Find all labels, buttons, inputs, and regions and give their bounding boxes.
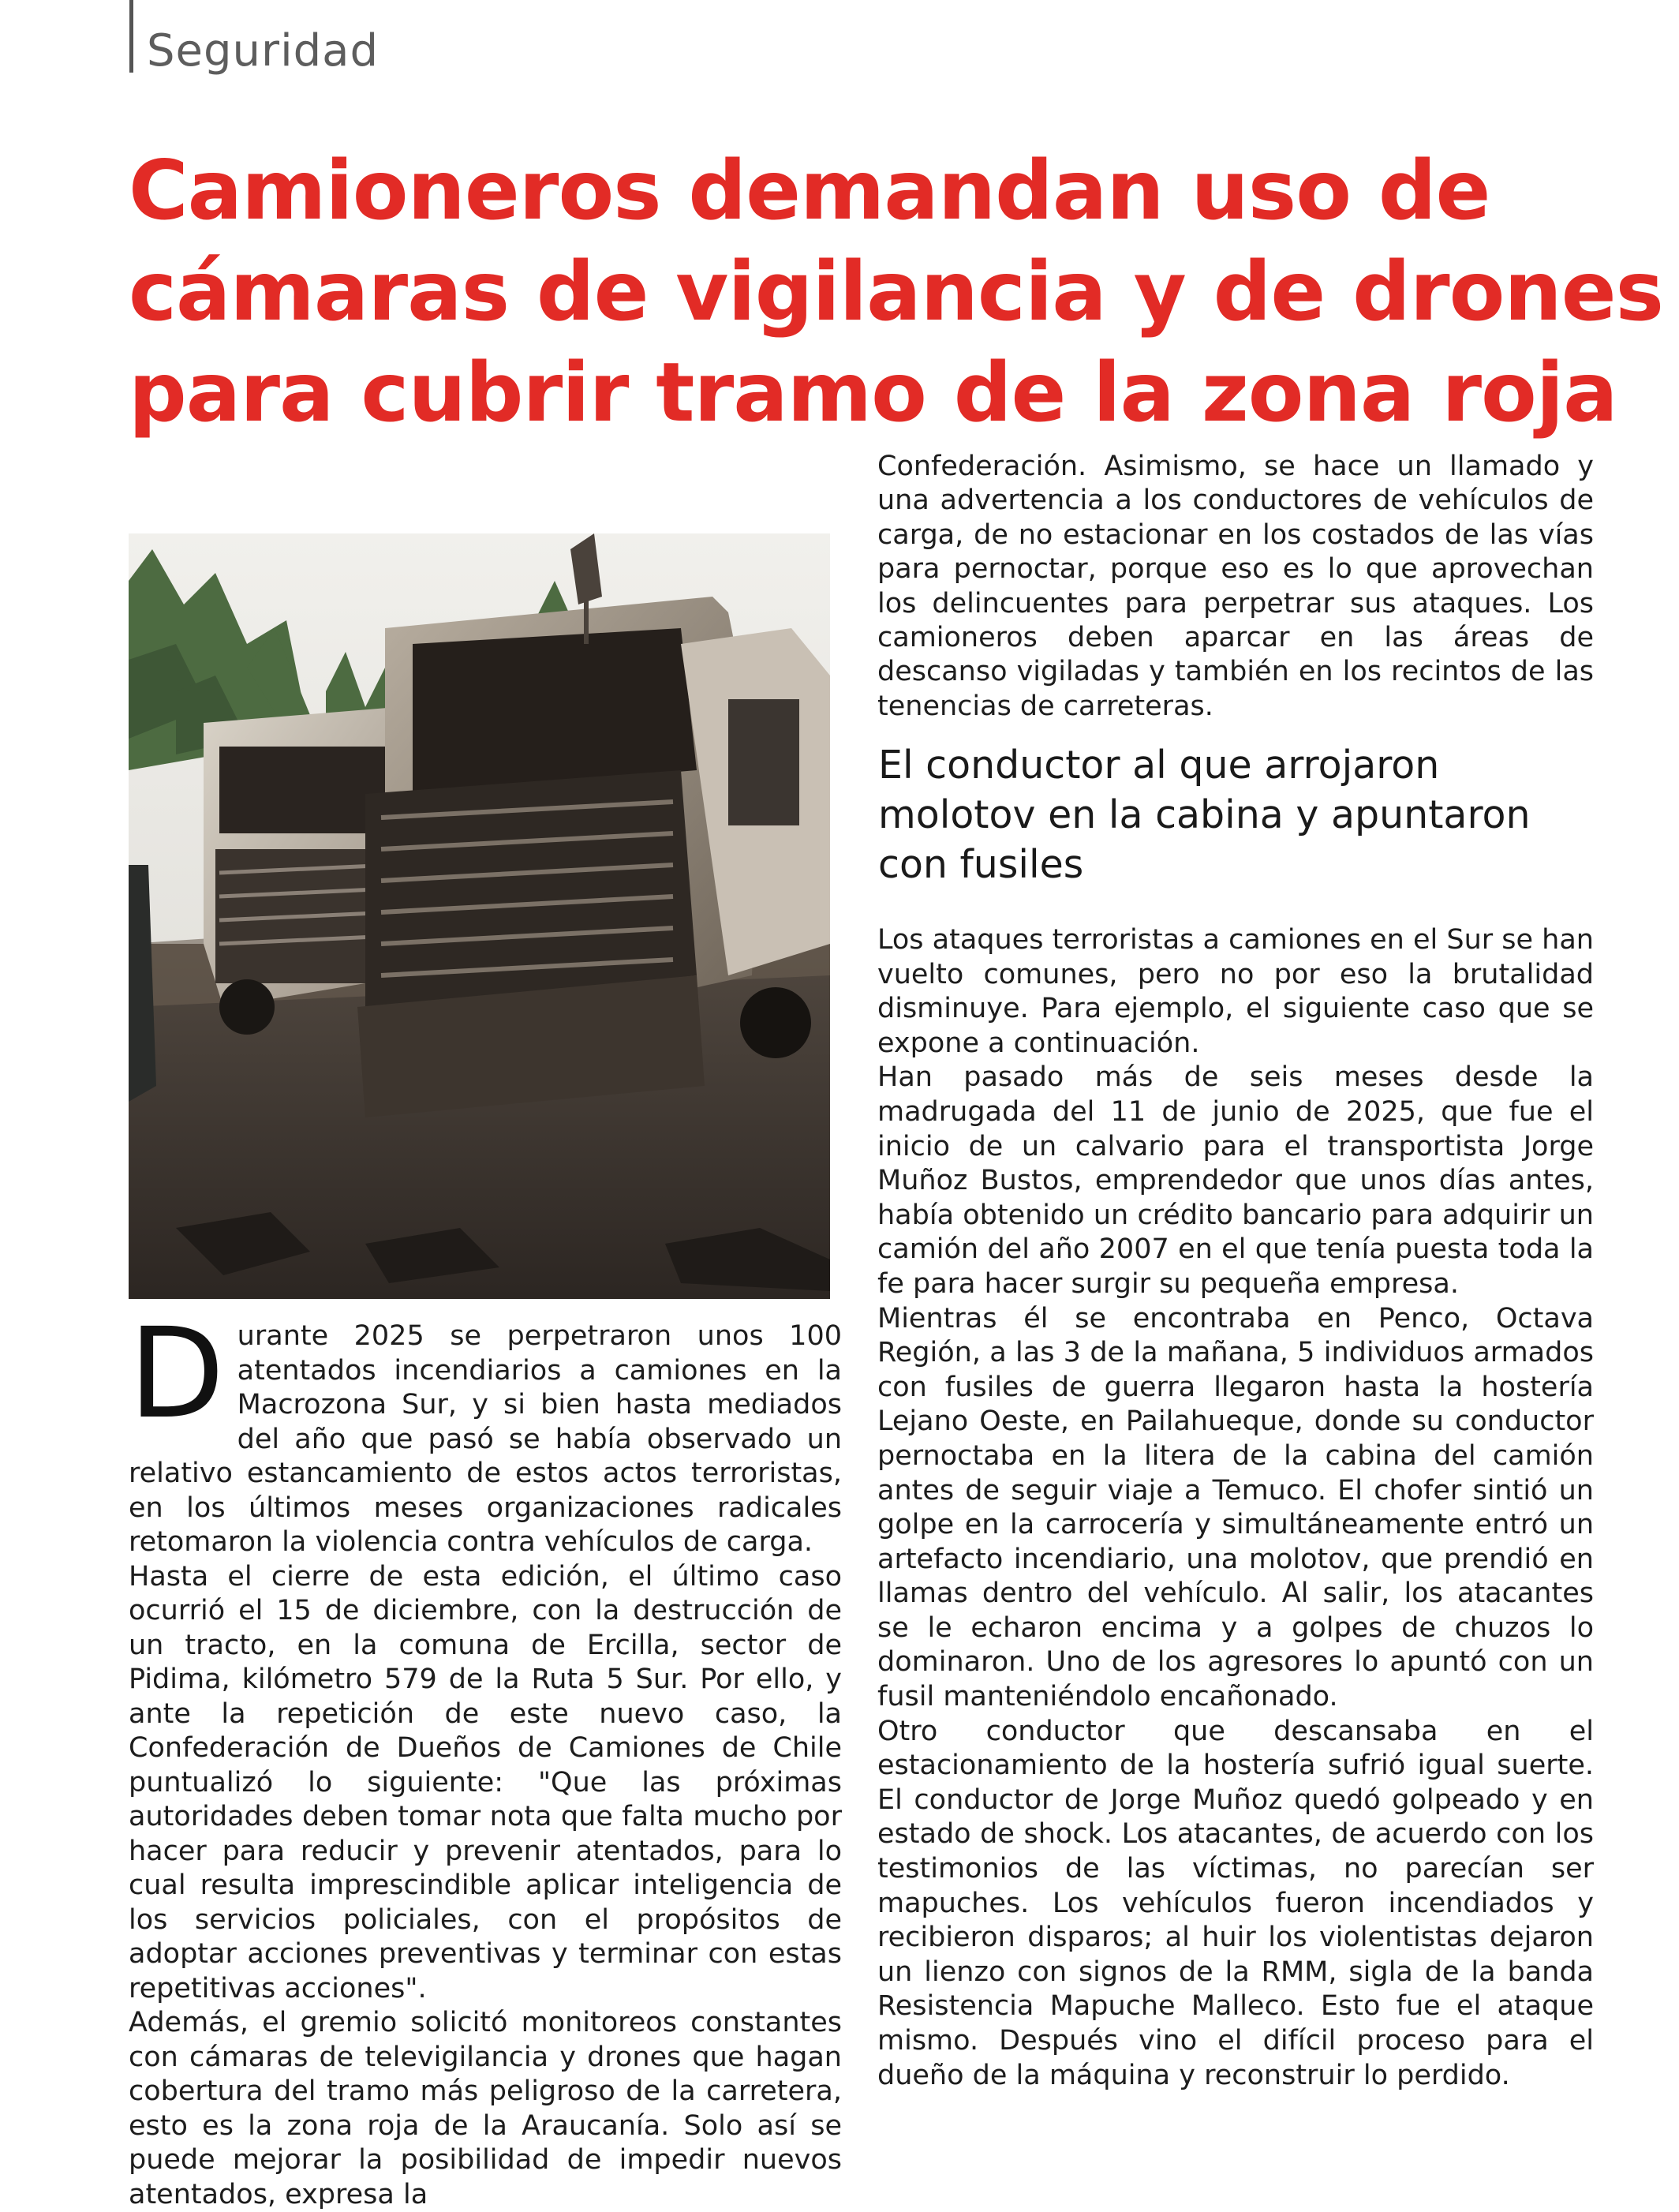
lead-paragraph bbox=[129, 1301, 842, 1560]
headline-line-1: Camioneros demandan uso de bbox=[129, 144, 1490, 238]
article-paragraph: Mientras él se encontraba en Penco, Octava Región, a las 3 de la mañana, 5 individuos armados con fusiles de guerra llegaron hasta la hostería Lejano Oeste, en Pailahueque, donde su conductor pernoctaba en la litera de la cabina del camión antes de seguir viaje a Temuco. El chofer sintió un golpe en la carrocería y simultáneamente entró un artefacto incendiario, una molotov, que prendió en llamas dentro del vehículo. Al salir, los atacantes se le echaron encima y a golpes de chuzos lo dominaron. Uno de los agresores lo apuntó con un fusil manteniéndolo encañonado. bbox=[877, 1302, 1594, 1713]
article-column-right-top bbox=[877, 450, 1594, 724]
drop-cap: D bbox=[129, 1301, 225, 1447]
headline-line-2: cámaras de vigilancia y de drones bbox=[129, 245, 1663, 339]
photo-illustration bbox=[129, 533, 830, 1299]
burned-trucks-photo bbox=[129, 533, 830, 1299]
article-paragraph: Hasta el cierre de esta edición, el último caso ocurrió el 15 de diciembre, con la destrucción de un tracto, en la comuna de Ercilla, sector de Pidima, kilómetro 579 de la Ruta 5 Sur. Por ello, y ante la repetición de este nuevo caso, la Confederación de Dueños de Camiones de Chile puntualizó lo siguiente: "Que las próximas autoridades deben tomar nota que falta mucho por hacer para reducir y prevenir atentados, para lo cual resulta imprescindible aplicar inteligencia de los servicios policiales, con el propósitos de adoptar acciones preventivas y terminar con estas repetitivas acciones". bbox=[129, 1560, 842, 2004]
article-column-left bbox=[129, 1301, 842, 2212]
article-paragraph: Han pasado más de seis meses desde la madrugada del 11 de junio de 2025, que fue el inicio de un calvario para el transportista Jorge Muñoz Bustos, emprendedor que unos días antes, había obtenido un crédito bancario para adquirir un camión del año 2007 en el que tenía puesta toda la fe para hacer surgir su pequeña empresa. bbox=[877, 1061, 1594, 1300]
section-label: Seguridad bbox=[147, 25, 380, 77]
article-paragraph: Confederación. Asimismo, se hace un llamado y una advertencia a los conductores de vehículos de carga, de no estacionar en los costados de las vías para pernoctar, porque eso es lo que aprovechan los delincuentes para perpetrar sus ataques. Los camioneros deben aparcar en las áreas de descanso vigiladas y también en los recintos de las tenencias de carreteras. bbox=[877, 451, 1594, 722]
section-divider bbox=[129, 0, 133, 73]
subheading: El conductor al que arrojaron molotov en la cabina y apuntaron con fusiles bbox=[878, 743, 1531, 887]
article-column-right-bottom bbox=[877, 923, 1594, 2093]
lead-paragraph-text: urante 2025 se perpetraron unos 100 atentados incendiarios a camiones en la Macrozona Sur, y si bien hasta mediados del año que pasó se había observado un relativo estancamiento de estos actos terroristas, en los últimos meses organizaciones radicales retomaron la violencia contra vehículos de carga. bbox=[129, 1320, 842, 1558]
article-paragraph: Otro conductor que descansaba en el estacionamiento de la hostería sufrió igual suerte. El conductor de Jorge Muñoz quedó golpeado y en estado de shock. Los atacantes, de acuerdo con los testimonios de las víctimas, no parecían ser mapuches. Los vehículos fueron incendiados y recibieron disparos; al huir los violentistas dejaron un lienzo con signos de la RMM, sigla de la banda Resistencia Mapuche Malleco. Esto fue el ataque mismo. Después vino el difícil proceso para el dueño de la máquina y reconstruir lo perdido. bbox=[877, 1715, 1594, 2091]
article-paragraph: Los ataques terroristas a camiones en el Sur se han vuelto comunes, pero no por eso la brutalidad disminuye. Para ejemplo, el siguiente caso que se expone a continuación. bbox=[877, 924, 1594, 1059]
headline bbox=[129, 140, 1663, 444]
article-paragraph: Además, el gremio solicitó monitoreos constantes con cámaras de televigilancia y drones que hagan cobertura del tramo más peligroso de la carretera, esto es la zona roja de la Araucanía. Solo así se puede mejorar la posibilidad de impedir nuevos atentados, expresa la bbox=[129, 2007, 842, 2210]
headline-line-3: para cubrir tramo de la zona roja bbox=[129, 346, 1617, 440]
